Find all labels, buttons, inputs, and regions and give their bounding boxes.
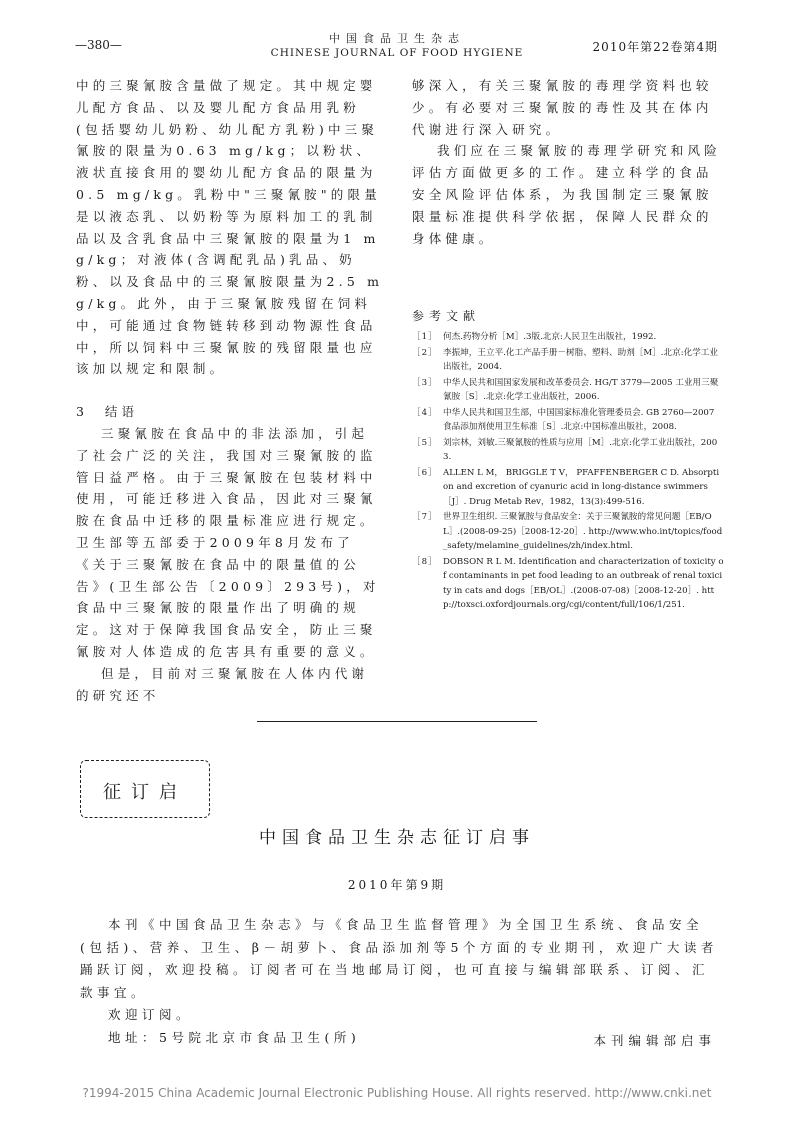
reference-text: 李振坤，王立平.化工产品手册－树脂、塑料、助剂［M］.北京:化学工业出版社，2004. xyxy=(443,347,718,372)
reference-number: ［2］ xyxy=(412,347,438,358)
right-paragraph-1: 够深入，有关三聚氰胺的毒理学资料也较少。有必要对三聚氰胺的毒性及其在体内代谢进行深入研究。 xyxy=(412,78,713,137)
reference-text: 世界卫生组织. 三聚氰胺与食品安全：关于三聚氰胺的常见问题［EB/OL］.(2008-09-25)［2008-12-20］. http://www.who.int/topics/food_safety/melamine_guidelines/zh/index.html. xyxy=(443,512,723,551)
reference-item xyxy=(412,346,724,375)
reference-number: ［8］ xyxy=(412,556,438,567)
reference-number: ［4］ xyxy=(412,407,438,418)
notice-paragraph-2: 欢迎订阅。 xyxy=(108,1007,194,1022)
notice-title: 中国食品卫生杂志征订启事 xyxy=(259,828,535,848)
notice-paragraph-3: 地址：5号院北京市食品卫生(所) xyxy=(108,1029,361,1045)
reference-number: ［7］ xyxy=(412,512,438,522)
journal-title-cn: 中国食品卫生杂志 xyxy=(329,32,465,45)
reference-text: 刘宗林，刘敏.三聚氰胺的性质与应用［M］.北京:化学工业出版社，2003. xyxy=(443,437,718,462)
right-paragraph-2: 我们应在三聚氰胺的毒理学研究和风险评估方面做更多的工作。建立科学的食品安全风险评估体系，为我国制定三聚氰胺限量标准提供科学依据，保障人民群众的身体健康。 xyxy=(412,143,721,246)
notice-paragraph-1: 本刊《中国食品卫生杂志》与《食品卫生监督管理》为全国卫生系统、食品安全(包括)、营养、卫生、β－胡萝卜、食品添加剂等5个方面的专业期刊，欢迎广大读者踊跃订阅，欢迎投稿。订阅者可在当地邮局订阅，也可直接与编辑部联系、订阅、汇款事宜。 xyxy=(80,917,718,1000)
reference-item xyxy=(412,406,724,435)
left-column xyxy=(76,75,384,706)
reference-text: 中华人民共和国卫生部，中国国家标准化管理委员会. GB 2760—2007 食品添加剂使用卫生标准［S］.北京:中国标准出版社，2008. xyxy=(443,407,715,432)
copyright-footer: ?1994-2015 China Academic Journal Electronic Publishing House. All rights reserved. http://www.cnki.net xyxy=(82,1086,712,1100)
reference-item xyxy=(412,510,724,554)
reference-text: ALLEN L M， BRIGGLE T V， PFAFFENBERGER C D. Absorption and excretion of cyanuric acid in long-distance swimmers［J］. Drug Metab Rev，1982，13(3):499-516. xyxy=(443,467,720,507)
references-list xyxy=(412,330,724,614)
reference-text: 何杰.药物分析［M］.3版.北京:人民卫生出版社，1992. xyxy=(443,332,657,342)
section-divider xyxy=(257,721,537,722)
reference-text: DOBSON R L M. Identification and characterization of toxicity of contaminants in pet food leading to an outbreak of renal toxicity in cats and dogs［EB/OL］.(2008-07-08)［2008-12-20］. http://toxsci.oxfordjournals.org/cgi/content/full/106/1/251. xyxy=(443,556,724,610)
notice-body xyxy=(80,914,720,1049)
issue-info: 2010年第22卷第4期 xyxy=(592,40,718,54)
section-heading-conclusion: 3 结语 xyxy=(76,404,139,420)
reference-item xyxy=(412,376,724,405)
journal-title-en: CHINESE JOURNAL OF FOOD HYGIENE xyxy=(270,47,524,59)
left-paragraph-1: 中的三聚氰胺含量做了规定。其中规定婴儿配方食品、以及婴儿配方食品用乳粉(包括婴幼儿奶粉、幼儿配方乳粉)中三聚氰胺的限量为0.63 mg/kg；以粉状、液状直接食用的婴幼儿配方食品的限量为0.5 mg/kg。乳粉中"三聚氰胺"的限量是以液态乳、以奶粉等为原料加工的乳制品以及含乳食品中三聚氰胺的限量为1 mg/kg；对液体(含调配乳品)乳品、奶粉、以及食品中的三聚氰胺限量为2.5 mg/kg。此外，由于三聚氰胺残留在饲料中，可能通过食物链转移到动物源性食品中，所以饲料中三聚氰胺的残留限量也应该加以规定和限制。 xyxy=(76,78,384,377)
notice-label-box xyxy=(80,760,210,818)
reference-item xyxy=(412,436,724,465)
left-paragraph-2: 三聚氰胺在食品中的非法添加，引起了社会广泛的关注，我国对三聚氰胺的监管日益严格。由于三聚氰胺在包装材料中使用，可能迁移进入食品，因此对三聚氰胺在食品中迁移的限量标准应进行规定。卫生部等五部委于2009年8月发布了《关于三聚氰胺在食品中的限量值的公告》(卫生部公告〔2009〕293号)，对食品中三聚氰胺的限量作出了明确的规定。这对于保障我国食品安全，防止三聚氰胺对人体造成的危害具有重要的意义。 xyxy=(76,425,380,659)
reference-number: ［6］ xyxy=(412,467,438,478)
journal-title xyxy=(250,32,544,60)
reference-item xyxy=(412,330,724,345)
reference-number: ［5］ xyxy=(412,437,438,448)
reference-item xyxy=(412,555,724,613)
right-column xyxy=(412,75,724,249)
references-heading: 参考文献 xyxy=(412,309,481,323)
reference-item xyxy=(412,466,724,510)
notice-date: 2010年第9期 xyxy=(347,878,447,892)
page-number: —380— xyxy=(75,38,122,52)
reference-number: ［3］ xyxy=(412,377,438,388)
reference-number: ［1］ xyxy=(412,332,438,342)
reference-text: 中华人民共和国国家发展和改革委员会. HG/T 3779—2005 工业用三聚氰胺［S］.北京:化学工业出版社，2006. xyxy=(443,377,719,402)
notice-label: 征订启 xyxy=(103,782,187,803)
left-paragraph-3: 但是，目前对三聚氰胺在人体内代谢的研究还不 xyxy=(76,665,369,703)
notice-signature: 本刊编辑部启事 xyxy=(593,1033,716,1048)
